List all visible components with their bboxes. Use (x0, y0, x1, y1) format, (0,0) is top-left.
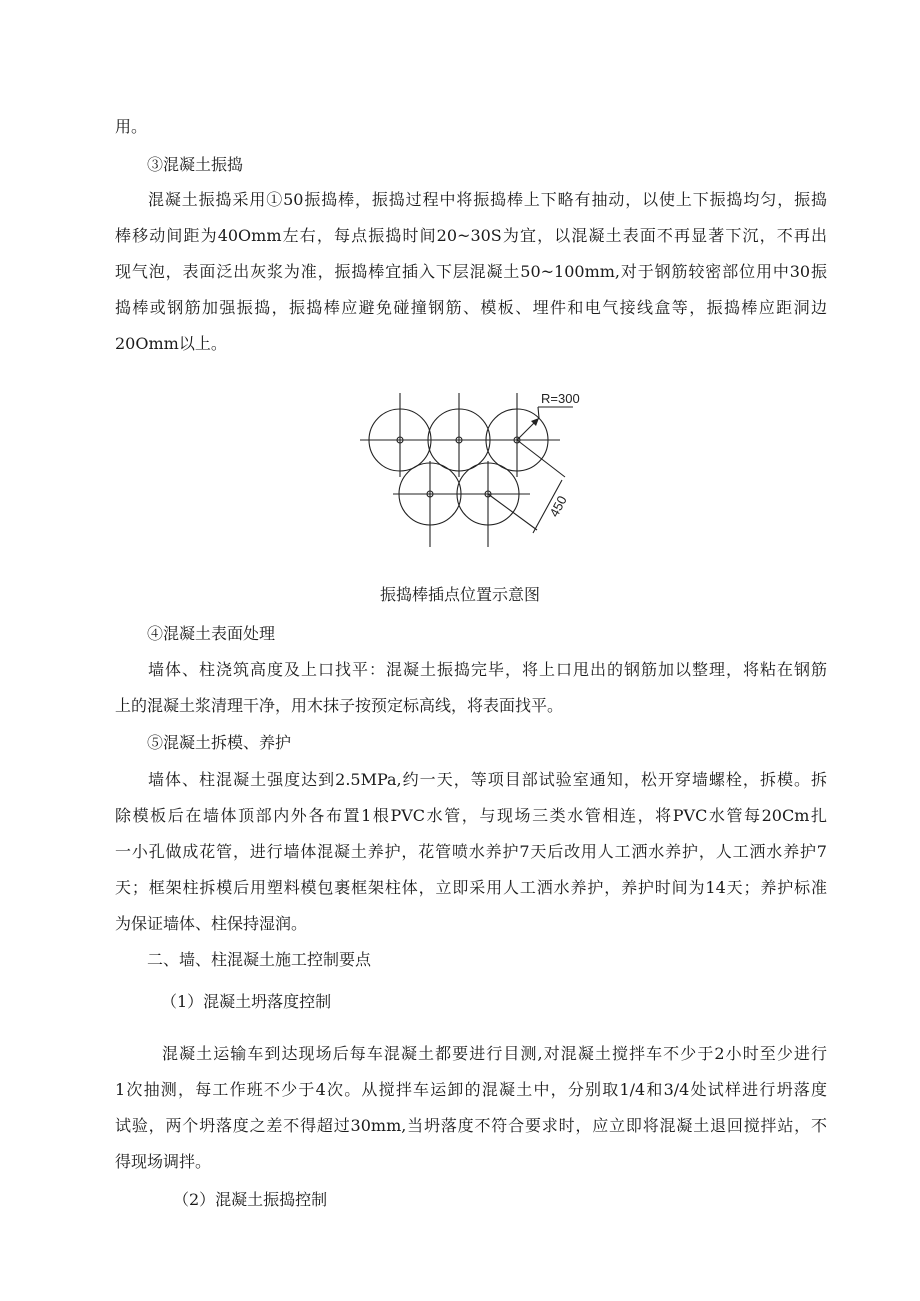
text-line: 上的混凝土浆清理干净，用木抹子按预定标高线，将表面找平。 (115, 696, 564, 715)
text-line: 1次抽测，每工作班不少于4次。从搅拌车运卸的混凝土中，分别取1/4和3/4处试样进行坍落度 (115, 1080, 827, 1099)
spacing-label: 450 (546, 493, 570, 520)
text-line: 捣棒或钢筋加强振捣，振捣棒应避免碰撞钢筋、模板、埋件和电气接线盒等，振捣棒应距洞边 (115, 298, 827, 317)
text-line: 除模板后在墙体顶部内外各布置1根PVC水管，与现场三类水管相连，将PVC水管每20Cm扎 (115, 806, 827, 825)
radius-label: R=300 (541, 391, 580, 406)
section-heading-control-points: 二、墙、柱混凝土施工控制要点 (147, 950, 372, 969)
subheading-vibration-control: （2）混凝土振捣控制 (173, 1190, 328, 1209)
text-line: 混凝土运输车到达现场后每车混凝土都要进行目测,对混凝土搅拌车不少于2小时至少进行 (162, 1044, 827, 1063)
text-line: 一小孔做成花管，进行墙体混凝土养护，花管喷水养护7天后改用人工洒水养护，人工洒水养护7 (115, 842, 827, 861)
text-line: 棒移动间距为40Omm左右，每点振捣时间20~30S为宜，以混凝土表面不再显著下沉，不再出 (115, 226, 827, 245)
vibrator-insertion-diagram (355, 385, 595, 555)
paragraph-tail: 用。 (115, 117, 148, 136)
subheading-slump-control: （1）混凝土坍落度控制 (161, 992, 332, 1011)
figure-caption: 振捣棒插点位置示意图 (379, 585, 540, 604)
text-line: 得现场调拌。 (115, 1152, 212, 1171)
text-line: 为保证墙体、柱保持湿润。 (115, 914, 308, 933)
section-heading-surface: ④混凝土表面处理 (147, 624, 276, 643)
text-line: 墙体、柱混凝土强度达到2.5MPa,约一天，等项目部试验室通知，松开穿墙螺栓，拆模。拆 (148, 770, 827, 789)
text-line: 混凝土振捣采用①50振捣棒，振捣过程中将振捣棒上下略有抽动，以使上下振捣均匀，振捣 (148, 190, 827, 209)
text-line: 20Omm以上。 (115, 334, 227, 353)
text-line: 现气泡，表面泛出灰浆为准，振捣棒宜插入下层混凝土50~100mm,对于钢筋较密部位用中30振 (115, 262, 827, 281)
section-heading-vibration: ③混凝土振捣 (147, 155, 244, 174)
text-line: 墙体、柱浇筑高度及上口找平：混凝土振捣完毕，将上口甩出的钢筋加以整理，将粘在钢筋 (148, 660, 827, 679)
section-heading-curing: ⑤混凝土拆模、养护 (147, 733, 292, 752)
text-line: 天；框架柱拆模后用塑料模包裹框架柱体，立即采用人工洒水养护，养护时间为14天；养护标准 (115, 878, 827, 897)
text-line: 试验，两个坍落度之差不得超过30mm,当坍落度不符合要求时，应立即将混凝土退回搅拌站，不 (115, 1116, 827, 1135)
diagram-svg (355, 385, 595, 555)
